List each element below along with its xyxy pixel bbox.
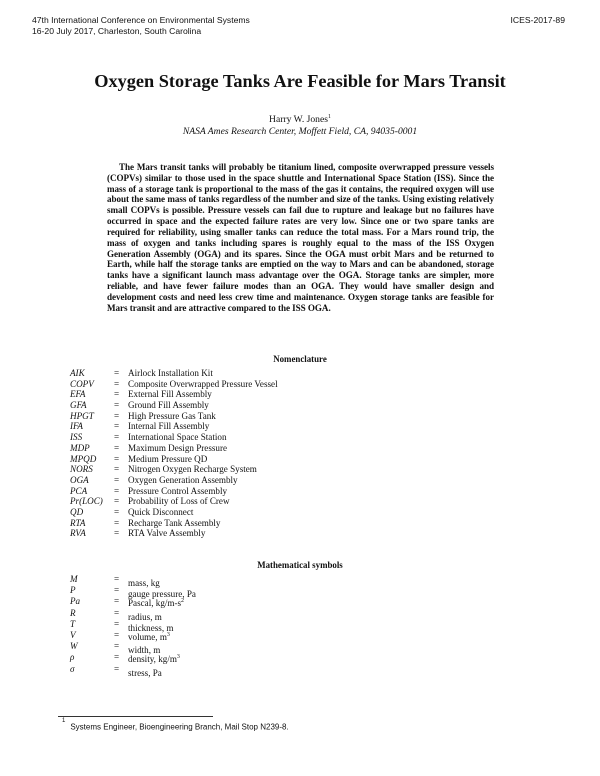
symbol-term: M xyxy=(70,574,78,584)
symbol-term: ρ xyxy=(70,652,75,663)
nomenclature-row xyxy=(70,518,370,529)
symbol-row xyxy=(70,663,370,678)
equals-sign: = xyxy=(114,574,120,584)
equals-sign: = xyxy=(114,585,120,596)
nomenclature-row xyxy=(70,507,370,518)
equals-sign: = xyxy=(114,474,120,485)
nomenclature-row xyxy=(70,421,370,432)
nomenclature-definition: External Fill Assembly xyxy=(128,389,212,400)
symbol-exponent: 2 xyxy=(181,598,185,605)
symbol-exponent: 3 xyxy=(176,654,180,661)
nomenclature-definition: Oxygen Generation Assembly xyxy=(128,474,238,485)
equals-sign: = xyxy=(114,596,120,607)
nomenclature-term: RTA xyxy=(70,517,86,528)
author-line xyxy=(0,114,600,125)
nomenclature-definition: Composite Overwrapped Pressure Vessel xyxy=(128,378,278,389)
equals-sign: = xyxy=(114,389,120,400)
nomenclature-term: MDP xyxy=(70,442,90,453)
nomenclature-row xyxy=(70,496,370,507)
equals-sign: = xyxy=(114,629,120,640)
author-affiliation: NASA Ames Research Center, Moffett Field, CA, 94035-0001 xyxy=(182,126,418,137)
nomenclature-definition: RTA Valve Assembly xyxy=(128,528,206,539)
footnote xyxy=(62,718,289,732)
nomenclature-term: COPV xyxy=(70,378,94,389)
author-name: Harry W. Jones xyxy=(269,114,328,125)
nomenclature-term: QD xyxy=(70,506,84,517)
conference-date-location: 16-20 July 2017, Charleston, South Carolina xyxy=(32,26,202,36)
nomenclature-definition: Internal Fill Assembly xyxy=(128,421,210,432)
nomenclature-definition: Pressure Control Assembly xyxy=(128,485,228,496)
nomenclature-definition: Maximum Design Pressure xyxy=(128,442,228,453)
symbol-definition-text: density, kg/m xyxy=(128,654,177,665)
equals-sign: = xyxy=(114,607,120,618)
nomenclature-definition: International Space Station xyxy=(128,432,227,443)
nomenclature-definition: Probability of Loss of Crew xyxy=(128,496,230,507)
nomenclature-term: RVA xyxy=(70,528,86,539)
nomenclature-definition: High Pressure Gas Tank xyxy=(128,410,216,421)
nomenclature-definition: Nitrogen Oxygen Recharge System xyxy=(128,464,257,475)
nomenclature-term: HPGT xyxy=(70,410,94,421)
symbol-definition-text: thickness, m xyxy=(128,622,174,633)
equals-sign: = xyxy=(114,618,120,629)
equals-sign: = xyxy=(114,517,120,528)
symbol-row xyxy=(70,652,370,663)
symbol-term: W xyxy=(70,641,78,652)
equals-sign: = xyxy=(114,410,120,421)
nomenclature-row xyxy=(70,389,370,400)
nomenclature-definition: Medium Pressure QD xyxy=(128,453,208,464)
nomenclature-row xyxy=(70,475,370,486)
equals-sign: = xyxy=(114,368,120,378)
equals-sign: = xyxy=(114,663,120,674)
symbol-definition-text: Pascal, kg/m-s xyxy=(128,598,182,609)
nomenclature-row xyxy=(70,379,370,390)
footnote-mark: 1 xyxy=(62,718,66,724)
equals-sign: = xyxy=(114,506,120,517)
conference-name: 47th International Conference on Environmental Systems xyxy=(32,15,250,25)
symbol-row xyxy=(70,585,370,600)
nomenclature-term: GFA xyxy=(70,400,87,411)
symbol-definition-text: volume, m xyxy=(128,631,167,642)
symbol-row xyxy=(70,618,370,633)
symbol-term: V xyxy=(70,629,76,640)
nomenclature-row xyxy=(70,411,370,422)
nomenclature-definition: Recharge Tank Assembly xyxy=(128,517,221,528)
symbol-term: R xyxy=(70,607,76,618)
nomenclature-definition: Quick Disconnect xyxy=(128,506,194,517)
symbols-list xyxy=(70,574,370,678)
equals-sign: = xyxy=(114,464,120,475)
nomenclature-row xyxy=(70,443,370,454)
symbol-row xyxy=(70,630,370,641)
nomenclature-row xyxy=(70,528,370,539)
nomenclature-term: IFA xyxy=(70,421,83,432)
symbol-exponent: 3 xyxy=(166,631,170,638)
symbol-term: T xyxy=(70,618,76,629)
paper-title: Oxygen Storage Tanks Are Feasible for Mars Transit xyxy=(94,71,506,91)
nomenclature-term: PCA xyxy=(70,485,88,496)
symbol-definition-text: stress, Pa xyxy=(128,667,162,678)
nomenclature-row xyxy=(70,486,370,497)
equals-sign: = xyxy=(114,421,120,432)
symbol-definition-text: gauge pressure, Pa xyxy=(128,589,196,600)
equals-sign: = xyxy=(114,453,120,464)
nomenclature-row xyxy=(70,432,370,443)
symbol-term: σ xyxy=(70,663,75,674)
abstract: The Mars transit tanks will probably be titanium lined, composite overwrapped pressure vessels (COPVs) similar to those used in the space shuttle and International Space Station (ISS). Since the mass of a storage tank is proportional to the mass of the gas it contains, the required oxygen will use about the same mass of tanks regardless of the number and size of the tanks. Using existing relatively small COPVs is possible. Pressure vessels can fail due to rupture and leakage but no failures have occurred in space and the expected failure rates are very low. Since one or two spare tanks are required for reliability, using smaller tanks can reduce the total mass. For a Mars round trip, the mass of oxygen and tanks including spares is roughly equal to the mass of the ISS Oxygen Generation Assembly (OGA) and its spares. Since the OGA must orbit Mars and be returned to Earth, while half the storage tanks are emptied on the way to Mars and can be abandoned, storage tanks have a significant launch mass advantage over the OGA. Storage tanks are simpler, more reliable, and have fewer failure modes than an OGA. They would have smaller design and development costs and need less crew time and maintenance. Oxygen storage tanks are feasible for Mars transit and are attractive compared to the ISS OGA. xyxy=(107,162,494,313)
footnote-divider xyxy=(58,716,213,717)
symbol-term: Pa xyxy=(70,596,81,607)
author-footnote-mark: 1 xyxy=(327,113,331,120)
symbols-heading: Mathematical symbols xyxy=(257,560,343,570)
equals-sign: = xyxy=(114,442,120,453)
symbol-definition xyxy=(128,664,162,679)
nomenclature-list xyxy=(70,368,370,539)
nomenclature-definition: Ground Fill Assembly xyxy=(128,400,209,411)
equals-sign: = xyxy=(114,528,120,539)
symbol-row xyxy=(70,574,370,589)
symbol-row xyxy=(70,641,370,656)
nomenclature-row xyxy=(70,400,370,411)
nomenclature-heading: Nomenclature xyxy=(273,354,327,364)
symbol-definition-text: mass, kg xyxy=(128,578,160,589)
symbol-row xyxy=(70,596,370,607)
nomenclature-term: Pr(LOC) xyxy=(70,496,103,507)
conference-header xyxy=(32,15,250,37)
equals-sign: = xyxy=(114,652,120,663)
equals-sign: = xyxy=(114,496,120,507)
nomenclature-term: EFA xyxy=(70,389,86,400)
equals-sign: = xyxy=(114,485,120,496)
nomenclature-term: ISS xyxy=(70,432,83,443)
nomenclature-term: MPQD xyxy=(70,453,97,464)
equals-sign: = xyxy=(114,432,120,443)
nomenclature-row xyxy=(70,368,370,379)
paper-id: ICES-2017-89 xyxy=(510,15,565,25)
symbol-row xyxy=(70,607,370,622)
symbol-definition-text: width, m xyxy=(128,645,161,656)
nomenclature-term: OGA xyxy=(70,474,89,485)
equals-sign: = xyxy=(114,400,120,411)
equals-sign: = xyxy=(114,641,120,652)
nomenclature-row xyxy=(70,464,370,475)
nomenclature-definition: Airlock Installation Kit xyxy=(128,368,213,378)
nomenclature-term: NORS xyxy=(70,464,93,475)
nomenclature-row xyxy=(70,454,370,465)
footnote-text: Systems Engineer, Bioengineering Branch, Mail Stop N239-8. xyxy=(70,722,289,732)
symbol-definition-text: radius, m xyxy=(128,611,162,622)
nomenclature-term: AIK xyxy=(70,368,85,378)
equals-sign: = xyxy=(114,378,120,389)
symbol-term: P xyxy=(70,585,76,596)
